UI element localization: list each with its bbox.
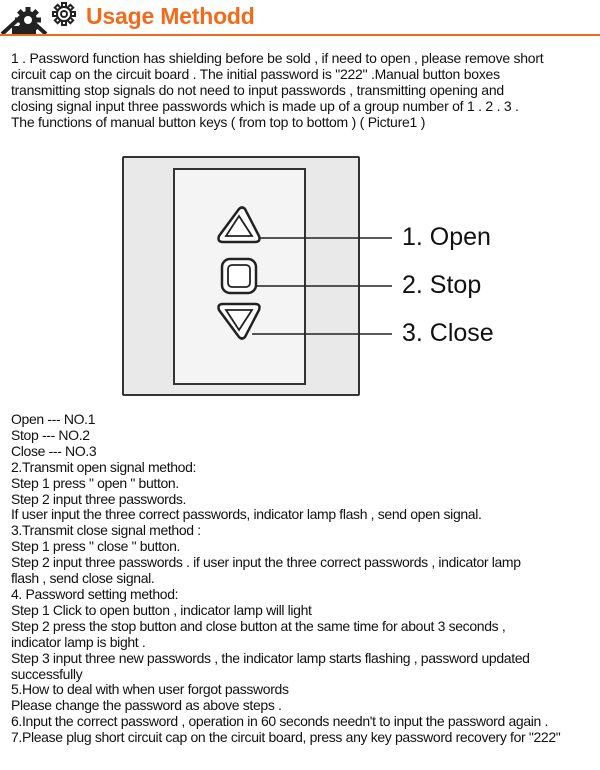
stop-callout-label: 2. Stop xyxy=(402,271,482,299)
close-button[interactable] xyxy=(217,300,261,344)
button-panel-figure xyxy=(0,140,600,410)
instruction-line: Step 1 press " close " button. xyxy=(11,538,181,555)
open-button[interactable] xyxy=(217,204,261,248)
instruction-line: 4. Password setting method: xyxy=(11,585,179,602)
instruction-line: Stop --- NO.2 xyxy=(11,426,90,443)
close-callout-label: 3. Close xyxy=(402,319,494,347)
open-callout-label: 1. Open xyxy=(402,223,491,251)
instruction-line: Close --- NO.3 xyxy=(11,442,97,459)
gears-house-icon xyxy=(0,0,84,38)
instruction-line: indicator lamp is bight . xyxy=(11,633,146,650)
instruction-line: Step 2 input three passwords. xyxy=(11,490,187,507)
intro-line: circuit cap on the circuit board . The initial password is "222" .Manual button boxes xyxy=(11,66,500,82)
instruction-line: Step 1 Click to open button , indicator lamp will light xyxy=(11,601,312,618)
stop-button[interactable] xyxy=(217,254,261,298)
instruction-line: flash , send close signal. xyxy=(11,570,155,587)
instruction-line: 7.Please plug short circuit cap on the circuit board, press any key password recovery for "222" xyxy=(11,729,561,746)
instruction-line: Open --- NO.1 xyxy=(11,411,96,427)
intro-paragraph xyxy=(11,50,595,130)
instruction-line: successfully xyxy=(11,665,83,682)
intro-line: The functions of manual button keys ( from top to bottom ) ( Picture1 ) xyxy=(11,114,426,130)
panel-buttons-drawing xyxy=(0,140,600,410)
instruction-line: Step 2 input three passwords . if user input the three correct passwords , indicator lamp xyxy=(11,554,521,571)
instruction-line: 5.How to deal with when user forgot passwords xyxy=(11,681,289,698)
intro-line: 1 . Password function has shielding before be sold , if need to open , please remove short xyxy=(11,50,544,66)
instruction-line: Step 1 press " open " button. xyxy=(11,474,179,491)
title-underline xyxy=(0,34,600,36)
instruction-line: If user input the three correct passwords, indicator lamp flash , send open signal. xyxy=(11,506,482,523)
header xyxy=(0,0,600,40)
instruction-line: 3.Transmit close signal method : xyxy=(11,522,201,539)
intro-line: closing signal input three passwords which is made up of a group number of 1 . 2 . 3 . xyxy=(11,98,519,114)
page-title: Usage Methodd xyxy=(86,3,255,29)
instruction-line: Step 2 press the stop button and close button at the same time for about 3 seconds , xyxy=(11,617,506,634)
instruction-line: Please change the password as above steps . xyxy=(11,697,282,714)
instruction-line: 2.Transmit open signal method: xyxy=(11,458,197,475)
intro-line: transmitting stop signals do not need to input passwords , transmitting opening and xyxy=(11,82,504,98)
instructions-body xyxy=(11,412,600,746)
instruction-line: Step 3 input three new passwords , the indicator lamp starts flashing , password updated xyxy=(11,649,530,666)
instruction-line: 6.Input the correct password , operation in 60 seconds needn't to input the password again . xyxy=(11,713,549,730)
